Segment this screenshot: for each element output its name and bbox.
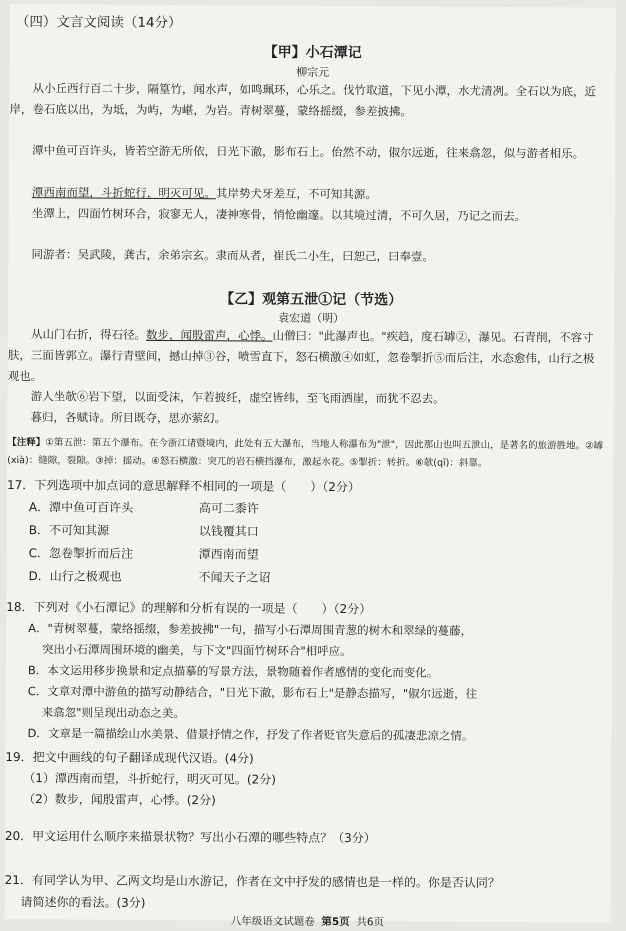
option-main: A．"青树翠蔓，蒙络摇缀，参差披拂"一句，描写小石潭周围青葱的树木和翠绿的蔓藤， [28,621,473,638]
question-18-option-d [5,723,603,748]
passage-a-paragraph-5: 同游者：吴武陵，龚古，余弟宗玄。隶而从者，崔氏二小生，曰恕己，曰奉壹。 [31,247,435,264]
passage-a-author: 柳宗元 [296,65,330,79]
question-20-stem: 20．甲文运用什么顺序来描景状物？写出小石潭的哪些特点？（3分） [4,828,376,846]
option-right: 不闻天子之诏 [198,570,271,585]
question-19-sub-2: （2）数步，闻殷雷声，心悸。(2分) [23,792,216,808]
passage-b-paragraph-3: 暮归，各赋诗。所目既夺，思亦萦幻。 [30,410,227,426]
note-text: ①第五泄：第五个瀑布。在今浙江诸暨境内，此处有五大瀑布，当地人称瀑布为"泄"，因此那山也叫五泄山，是著名的旅游胜地。②罅(xià)：缝隙，裂隙。③掉：摇动。④怒石横激：突兀的岩石横挡瀑布，激起水花。⑤掣折：转折。⑥欹(qī)：斜靠。 [7,437,604,469]
passage-b-paragraph-1 [8,324,604,391]
passage-a-paragraph-2: 潭中鱼可百许头，皆若空游无所依，日光下澈，影布石上。佁然不动，俶尔远逝，往来翕忽，似与游者相乐。 [32,143,585,161]
option-cont: 来翕忽"则呈现出动态之美。 [41,705,186,721]
question-17-option-d [6,565,604,592]
annotation-note [7,434,605,474]
passage-a-title: 【甲】小石潭记 [263,44,362,62]
note-label: 【注释】 [7,436,46,449]
option-right: 高可二黍许 [198,501,259,516]
footer-title: 八年级语文试题卷 [230,915,315,928]
passage-b-paragraph-2: 游人坐欹⑥岩下望，以面受沫，乍若披纴，虚空皆纬，至飞雨洒崖，而犹不忍去。 [30,389,445,406]
passage-a-paragraph-4: 坐潭上，四面竹树环合，寂寥无人，凄神寒骨，悄怆幽邃。以其境过清，不可久居，乃记之而去。 [31,206,527,224]
question-19 [5,746,603,814]
option-left: A．潭中鱼可百许头 [28,500,134,515]
footer-total: 共6页 [356,916,385,929]
passage-a-paragraph-1: 从小丘西行百二十步，隔篁竹，闻水声，如鸣珮环，心乐之。伐竹取道，下见小潭，水尤清冽。全石以为底，近岸，卷石底以出，为坻，为屿，为嵁，为岩。青树翠蔓，蒙络摇缀，参差披拂。 [9,81,597,119]
question-21-stem: 21．有同学认为甲、乙两文均是山水游记，作者在文中抒发的感情也是一样的。你是否认同？ [4,872,500,891]
question-17 [6,474,605,592]
question-18 [5,596,604,748]
option-left: C．忽卷掣折而后注 [28,546,134,561]
page-footer [4,912,610,931]
option-cont: 突出小石潭周围环境的幽美，与下文"四面竹树环合"相呼应。 [42,642,352,659]
exam-page [4,4,616,929]
option-left: B．不可知其源 [28,523,110,538]
question-18-stem: 18．下列对《小石潭记》的理解和分析有误的一项是（ ）（2分） [6,599,372,617]
passage-b-author: 袁宏道（明） [278,311,345,326]
question-21-cont: 请简述你的看法。(3分) [20,895,146,910]
passage-a-paragraph-3-rest: 其岸势犬牙差互，不可知其源。 [215,186,377,202]
option-right: 潭西南而望 [198,547,259,562]
footer-page: 第5页 [321,915,350,929]
question-19-sub-1: （1）潭西南而望，斗折蛇行，明灭可见。(2分) [23,771,276,787]
passage-b-p1-a: 从山门右折，得石径。 [30,327,147,342]
question-20 [5,825,603,851]
question-18-option-a [6,618,604,664]
option-right: 以钱覆其口 [198,524,259,539]
option-main: D．文章是一篇描绘山水美景、借景抒情之作，抒发了作者贬官失意后的孤凄悲凉之情。 [27,726,474,743]
underlined-sentence-2: 数步，闻殷雷声，心悸。 [145,327,273,343]
question-21 [4,869,602,917]
passage-b-p1-c: 山僧曰："此瀑声也。"疾趋，度石罅②，瀑见。石青削，不容寸肤，三面皆郭立。瀑行青壁间，撼山掉③谷，喷雪直下，怒石横激④如虹，忽卷掣折⑤而后注，水态愈伟，山行之极观也。 [7,328,595,384]
question-18-option-c [6,681,604,727]
underlined-sentence: 潭西南而望，斗折蛇行，明灭可见。 [31,185,216,201]
option-main: C．文章对潭中游鱼的描写动静结合，"日光下澈，影布石上"是静态描写，"俶尔远逝，往 [27,684,478,701]
option-left: D．山行之极观也 [28,569,122,584]
passage-b-title: 【乙】观第五泄①记（节选） [220,291,403,309]
question-19-stem: 19．把文中画线的句子翻译成现代汉语。(4分) [5,749,254,766]
section-title: （四）文言文阅读（14分） [15,14,182,32]
option-main: B．本文运用移步换景和定点描摹的写景方法，景物随着作者感情的变化而变化。 [27,663,439,680]
question-17-stem: 17．下列选项中加点词的意思解释不相同的一项是（ ）（2分） [7,477,361,495]
